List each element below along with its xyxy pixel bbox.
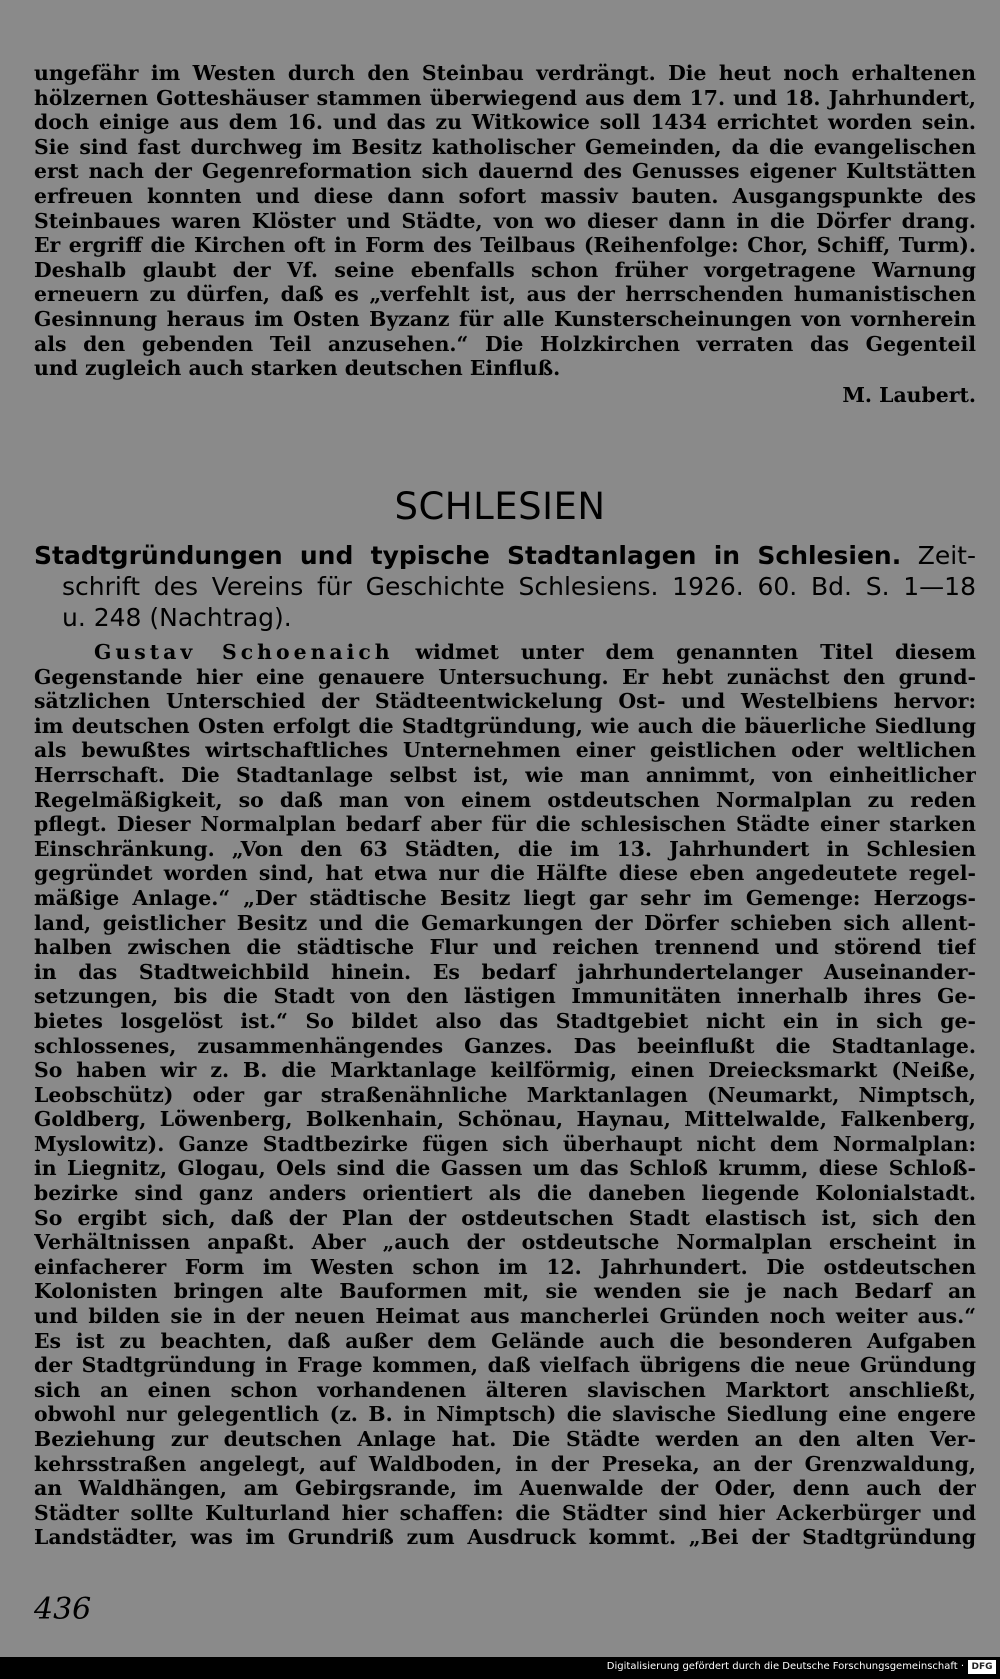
text-line: bietes losgelöst ist.“ So bildet also das Stadtgebiet nicht ein in sich ge-: [34, 1008, 976, 1033]
text-line: setzungen, bis die Stadt von den lästigen Immunitäten innerhalb ihres Ge-: [34, 984, 976, 1009]
text-line: Beziehung zur deutschen Anlage hat. Die Städte werden an den alten Ver-: [34, 1427, 976, 1451]
text-line: in das Stadtweichbild hinein. Es bedarf jahrhundertelanger Auseinander-: [34, 959, 976, 984]
text-line: Kolonisten bringen alte Bauformen mit, sie wenden sie je nach Bedarf an: [34, 1279, 976, 1304]
article-title: [34, 540, 976, 633]
text-line: Herrschaft. Die Stadtanlage selbst ist, wie man annimmt, von einheitlicher: [34, 762, 976, 787]
review-paragraph-1: [34, 61, 976, 407]
text-line: gegründet worden sind, hat etwa nur die Hälfte diese eben angedeutete regel-: [34, 861, 976, 886]
text-line: hölzernen Gotteshäuser stammen überwiegend aus dem 17. und 18. Jahrhundert,: [34, 85, 976, 110]
text-line: und zugleich auch starken deutschen Einfluß.: [34, 356, 561, 381]
digitization-credit: Digitalisierung gefördert durch die Deutsche Forschungsgemeinschaft ·: [606, 1661, 964, 1672]
text-line: Myslowitz). Ganze Stadtbezirke fügen sich überhaupt nicht dem Normalplan:: [34, 1131, 976, 1156]
text-line: So ergibt sich, daß der Plan der ostdeutschen Stadt elastisch ist, sich den: [34, 1205, 976, 1230]
text-line: ungefähr im Westen durch den Steinbau verdrängt. Die heut noch erhaltenen: [34, 61, 976, 85]
text-line: Steinbaues waren Klöster und Städte, von wo dieser dann in die Dörfer drang.: [34, 208, 976, 233]
text-line: land, geistlicher Besitz und die Gemarkungen der Dörfer schieben sich allent-: [34, 910, 976, 935]
author-signature: M. Laubert.: [842, 382, 976, 407]
text-line: im deutschen Osten erfolgt die Stadtgründung, wie auch die bäuerliche Siedlung: [34, 713, 976, 738]
text-line: sätzlichen Unterschied der Städteentwickelung Ost- und Westelbiens hervor:: [34, 689, 976, 714]
text-line: So haben wir z. B. die Marktanlage keilförmig, einen Dreiecksmarkt (Neiße,: [34, 1058, 976, 1083]
text-line: Regelmäßigkeit, so daß man von einem ostdeutschen Normalplan zu reden: [34, 787, 976, 812]
text-line: Verhältnissen anpaßt. Aber „auch der ostdeutsche Normalplan erscheint in: [34, 1230, 976, 1255]
text-line: Landstädter, was im Grundriß zum Ausdruck kommt. „Bei der Stadtgründung: [34, 1525, 976, 1550]
text-line: Goldberg, Löwenberg, Bolkenhain, Schönau, Haynau, Mittelwalde, Falkenberg,: [34, 1107, 976, 1132]
text-line: [34, 640, 976, 665]
text-line: halben zwischen die städtische Flur und reichen trennend und störend tief: [34, 935, 976, 960]
text-line: Leobschütz) oder gar straßenähnliche Marktanlagen (Neumarkt, Nimptsch,: [34, 1082, 976, 1107]
title-line: u. 248 (Nachtrag).: [62, 603, 292, 632]
author-name: Gustav Schoenaich: [94, 640, 394, 664]
text-line: schlossenes, zusammenhängendes Ganzes. Das beeinflußt die Stadtanlage.: [34, 1033, 976, 1058]
review-paragraph-2: [34, 640, 976, 1550]
title-line: [34, 540, 976, 571]
dfg-logo-icon: DFG: [968, 1660, 996, 1674]
text-line: erfreuen konnten und diese dann sofort massiv bauten. Ausgangspunkte des: [34, 183, 976, 208]
text-line: obwohl nur gelegentlich (z. B. in Nimptsch) die slavische Siedlung eine engere: [34, 1402, 976, 1427]
text-line: als den gebenden Teil anzusehen.“ Die Holzkirchen verraten das Gegenteil: [34, 331, 976, 356]
text-line: Gesinnung heraus im Osten Byzanz für alle Kunsterscheinungen von vornherein: [34, 306, 976, 331]
title-line: schrift des Vereins für Geschichte Schlesiens. 1926. 60. Bd. S. 1—18: [62, 572, 976, 601]
text-fragment: widmet unter dem genannten Titel diesem: [415, 640, 976, 664]
text-line: in Liegnitz, Glogau, Oels sind die Gassen um das Schloß krumm, diese Schloß-: [34, 1156, 976, 1181]
text-line: Städter sollte Kulturland hier schaffen: die Städter sind hier Ackerbürger und: [34, 1500, 976, 1525]
text-line: Einschränkung. „Von den 63 Städten, die im 13. Jahrhundert in Schlesien: [34, 836, 976, 861]
text-line: einfacherer Form im Westen schon im 12. Jahrhundert. Die ostdeutschen: [34, 1254, 976, 1279]
text-line: Gegenstande hier eine genauere Untersuchung. Er hebt zunächst den grund-: [34, 664, 976, 689]
text-line: Es ist zu beachten, daß außer dem Gelände auch die besonderen Aufgaben: [34, 1328, 976, 1353]
text-line: kehrsstraßen angelegt, auf Waldboden, in der Preseka, an der Grenzwaldung,: [34, 1451, 976, 1476]
text-line: erneuern zu dürfen, daß es „verfehlt ist, aus der herrschenden humanistischen: [34, 282, 976, 307]
text-line: Deshalb glaubt der Vf. seine ebenfalls schon früher vorgetragene Warnung: [34, 257, 976, 282]
text-line: doch einige aus dem 16. und das zu Witkowice soll 1434 errichtet worden sein.: [34, 110, 976, 135]
text-line: und bilden sie in der neuen Heimat aus mancherlei Gründen noch weiter aus.“: [34, 1304, 976, 1329]
text-line: erst nach der Gegenreformation sich dauernd des Genusses eigener Kultstätten: [34, 159, 976, 184]
page-number: 436: [34, 1592, 92, 1627]
title-bold: Stadtgründungen und typische Stadtanlagen in Schlesien.: [34, 541, 902, 570]
title-continuation: Zeit-: [917, 541, 976, 570]
text-line: als bewußtes wirtschaftliches Unternehmen einer geistlichen oder weltlichen: [34, 738, 976, 763]
text-line: Sie sind fast durchweg im Besitz katholischer Gemeinden, da die evangelischen: [34, 134, 976, 159]
text-line: sich an einen schon vorhandenen älteren slavischen Marktort anschließt,: [34, 1377, 976, 1402]
text-line: Er ergriff die Kirchen oft in Form des Teilbaus (Reihenfolge: Chor, Schiff, Turm).: [34, 233, 976, 258]
text-line: der Stadtgründung in Frage kommen, daß vielfach übrigens die neue Gründung: [34, 1353, 976, 1378]
text-line: bezirke sind ganz anders orientiert als die daneben liegende Kolonialstadt.: [34, 1181, 976, 1206]
text-line: an Waldhängen, am Gebirgsrande, im Auenwalde der Oder, denn auch der: [34, 1476, 976, 1501]
section-heading: SCHLESIEN: [394, 485, 606, 528]
text-line: pflegt. Dieser Normalplan bedarf aber für die schlesischen Städte einer starken: [34, 812, 976, 837]
text-line: mäßige Anlage.“ „Der städtische Besitz liegt gar sehr im Gemenge: Herzogs-: [34, 885, 976, 910]
